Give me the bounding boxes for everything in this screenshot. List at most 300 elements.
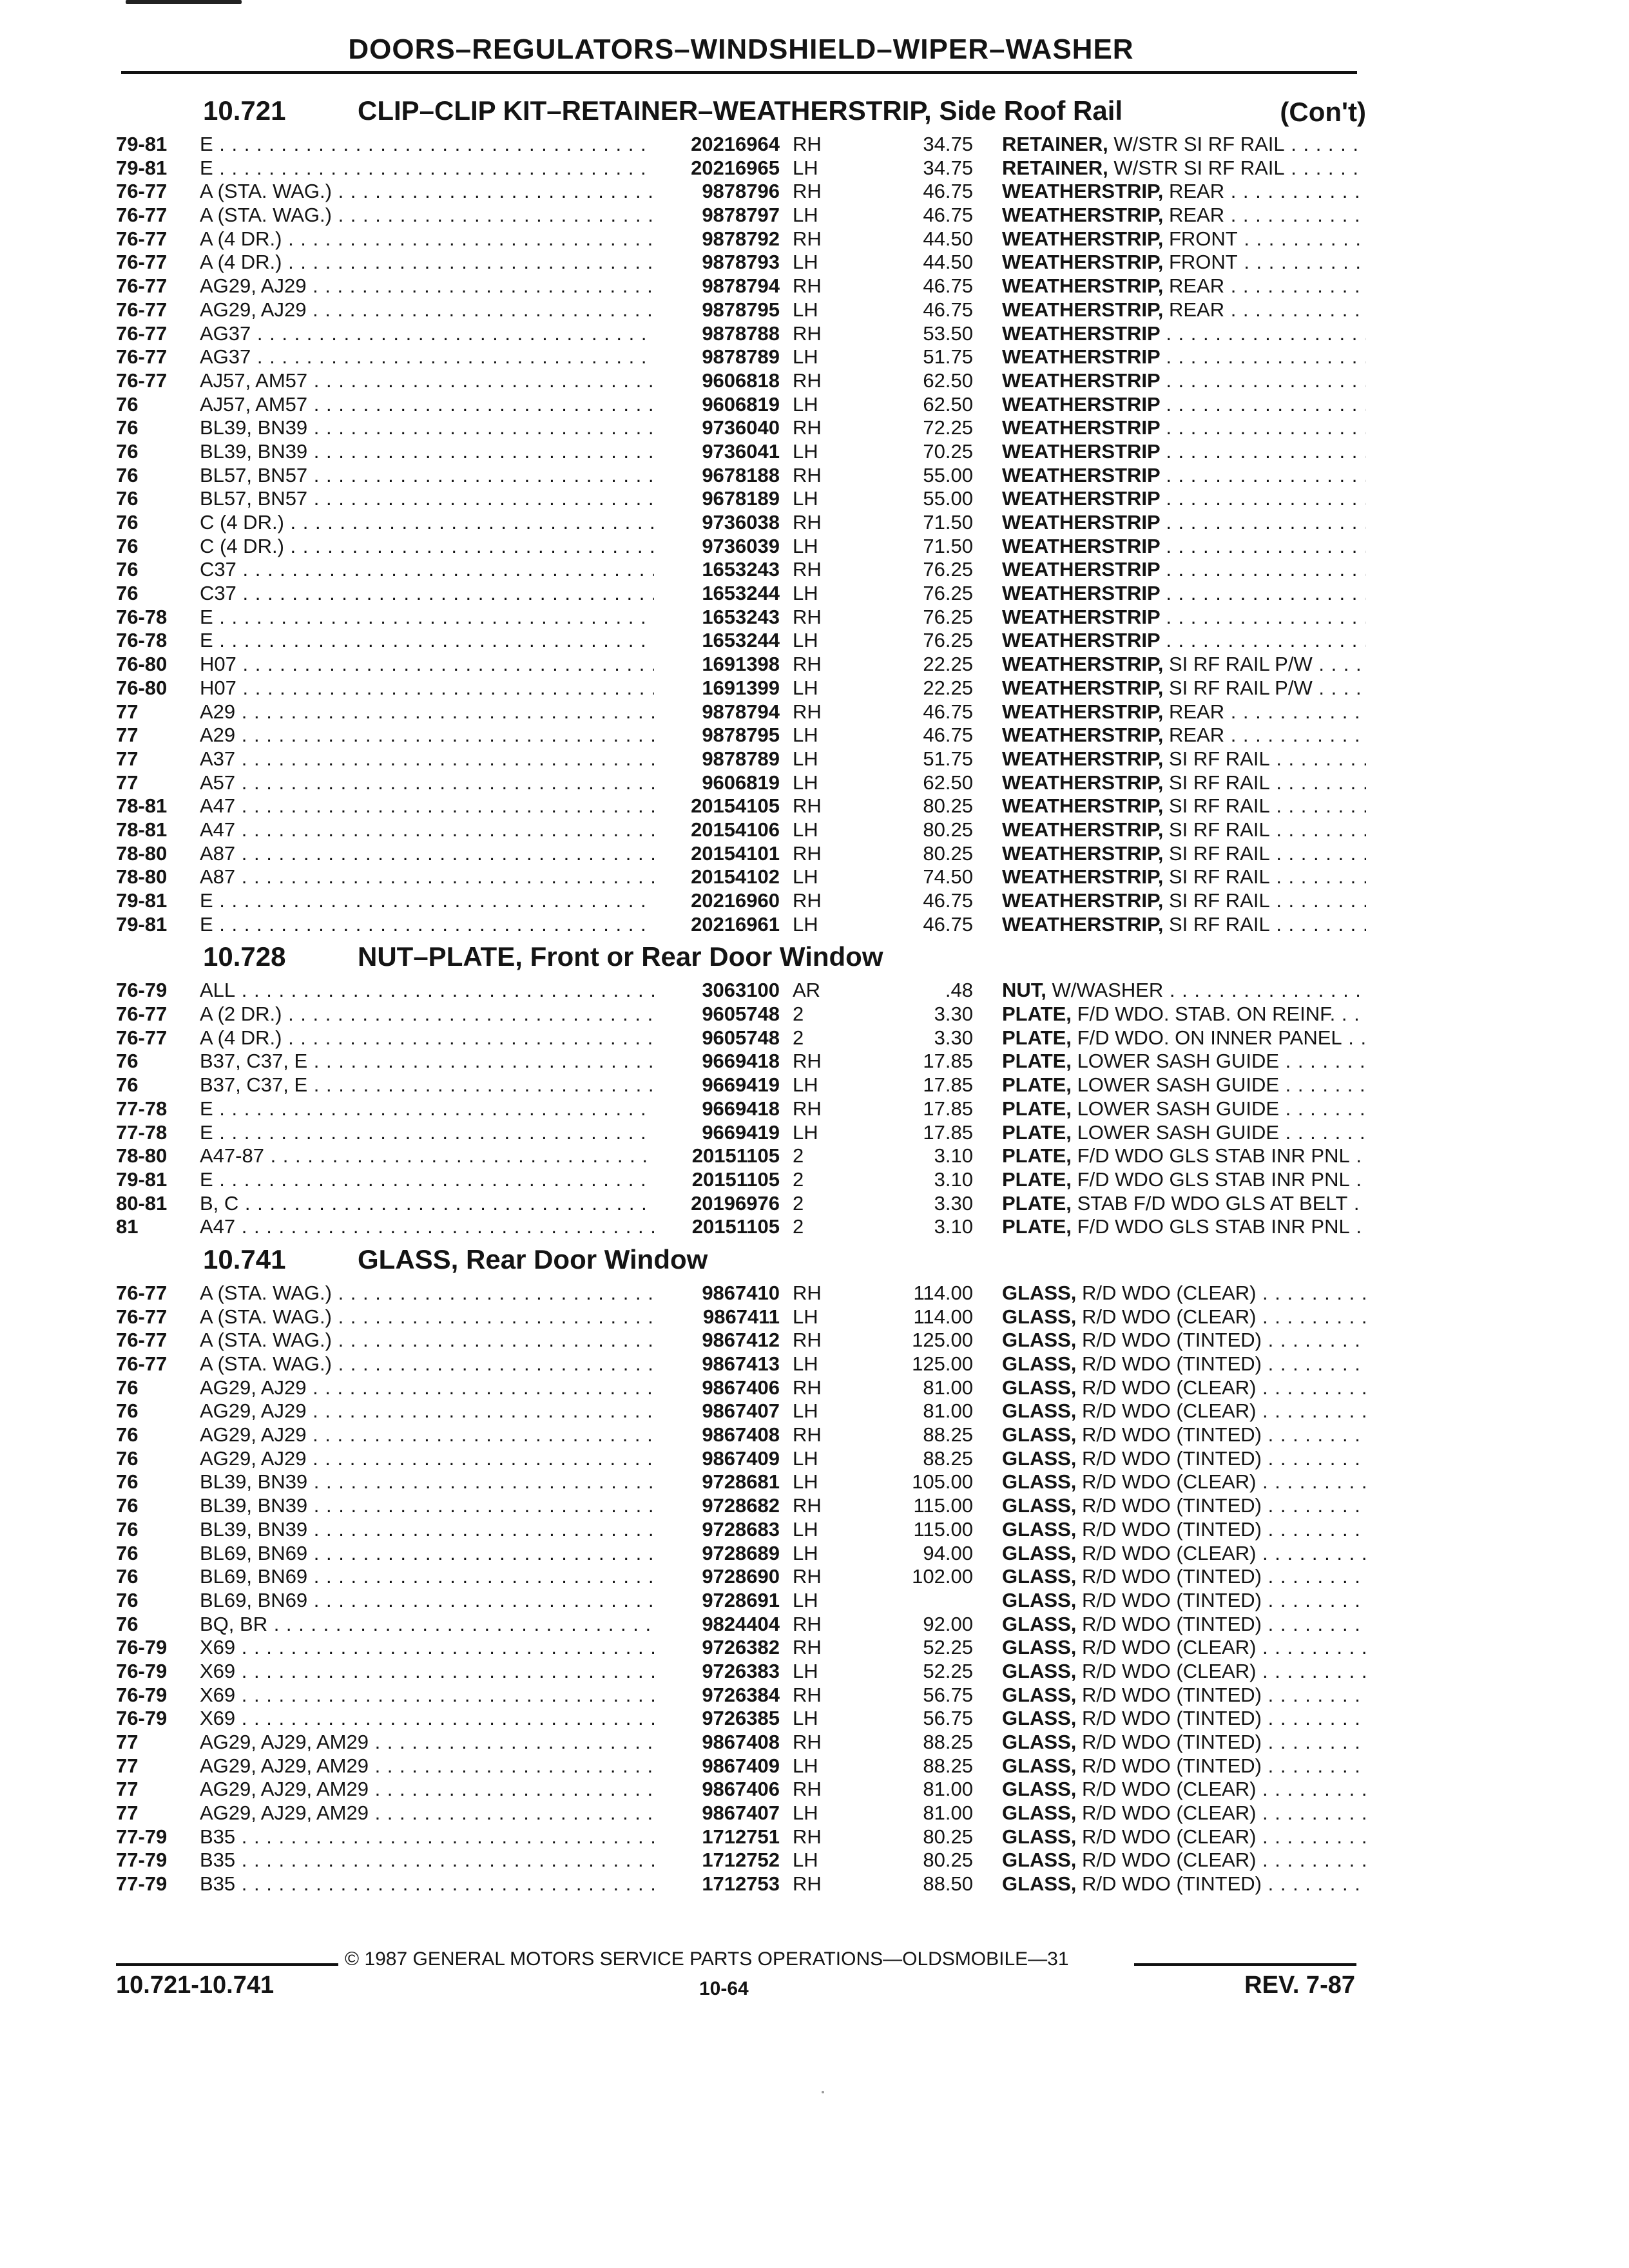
part-number: 9824404 [702,1612,780,1635]
description-keyword: WEATHERSTRIP [1002,582,1161,605]
part-description [1002,133,1366,156]
description-keyword: PLATE, [1002,1073,1072,1097]
list-price: 62.50 [923,771,973,794]
list-price: 88.25 [923,1731,973,1753]
description-detail: R/D WDO (CLEAR) [1082,1636,1257,1659]
list-price: 17.85 [923,1120,973,1144]
year-range: 76 [116,1446,139,1470]
list-price: 88.25 [923,1423,973,1446]
model-code: BL69, BN69 . . . [200,1565,654,1588]
model-code: BL39, BN39 . . . [200,1494,654,1517]
part-description [1002,511,1366,534]
description-keyword: WEATHERSTRIP [1002,487,1161,510]
description-detail: R/D WDO (TINTED) [1082,1517,1262,1541]
model-code: AG29, AJ29 . . . [200,274,654,298]
model-code: A (STA. WAG.) . . . [200,1305,654,1329]
side-qty: LH [793,1541,818,1564]
parts-listing [116,89,1366,1895]
part-description [1002,1849,1366,1872]
year-range: 76-79 [116,1636,168,1659]
part-number: 9867409 [702,1754,780,1777]
table-row [116,1351,1366,1375]
side-qty: LH [793,392,818,416]
part-description [1002,1636,1366,1659]
table-row [116,604,1366,628]
table-row [116,977,1366,1001]
table-row [116,1541,1366,1564]
description-keyword: GLASS, [1002,1446,1077,1470]
model-code: A47 . . . [200,794,654,818]
side-qty: RH [793,1050,822,1073]
description-detail: R/D WDO (CLEAR) [1082,1825,1257,1848]
list-price: 46.75 [923,700,973,723]
side-qty: LH [793,629,818,652]
year-range: 76-77 [116,204,168,227]
side-qty: RH [793,227,822,250]
model-code: BL69, BN69 . . . [200,1589,654,1612]
table-row [116,1682,1366,1706]
model-code: E . . . [200,913,654,936]
description-detail: R/D WDO (TINTED) [1082,1612,1262,1635]
description-detail: REAR [1168,724,1225,747]
part-number: 9867406 [702,1778,780,1801]
model-code: A47-87 . . . [200,1144,654,1168]
model-code: AG37 . . . [200,345,654,369]
side-qty: 2 [793,1215,804,1238]
part-number: 9669419 [702,1073,780,1097]
description-keyword: GLASS, [1002,1849,1077,1872]
part-number: 9867408 [702,1423,780,1446]
table-row [116,581,1366,604]
table-row [116,1729,1366,1753]
description-keyword: WEATHERSTRIP [1002,392,1161,416]
model-code: AG29, AJ29, AM29 . . . [200,1754,654,1778]
model-code: A47 . . . [200,818,654,841]
part-number: 9867413 [702,1352,780,1375]
list-price: 88.25 [923,1446,973,1470]
list-price: 80.25 [923,841,973,865]
year-range: 76-78 [116,629,168,652]
description-keyword: GLASS, [1002,1565,1077,1588]
description-keyword: PLATE, [1002,1215,1072,1238]
list-price: 81.00 [923,1376,973,1399]
table-row [116,746,1366,770]
list-price: 71.50 [923,511,973,533]
part-number: 9736039 [702,534,780,557]
model-code: E . . . [200,157,654,180]
year-range: 77-79 [116,1872,168,1896]
part-number: 1691398 [702,653,780,676]
model-code: A57 . . . [200,771,654,794]
list-price: 34.75 [923,133,973,155]
side-qty: LH [793,818,818,841]
section-number: 10.741 [203,1244,286,1274]
description-detail: SI RF RAIL P/W [1168,676,1313,699]
table-row [116,1304,1366,1328]
description-keyword: PLATE, [1002,1003,1072,1026]
year-range: 78-80 [116,1144,168,1168]
year-range: 77-78 [116,1120,168,1144]
model-code: A (4 DR.) . . . [200,227,654,251]
description-keyword: GLASS, [1002,1423,1077,1446]
year-range: 76 [116,1470,139,1494]
year-range: 76-77 [116,227,168,250]
description-keyword: WEATHERSTRIP [1002,605,1161,628]
description-keyword: GLASS, [1002,1399,1077,1423]
side-qty: RH [793,1872,822,1896]
part-number: 9726385 [702,1707,780,1730]
model-code: B35 . . . [200,1872,654,1896]
part-description [1002,913,1366,936]
table-row [116,1143,1366,1167]
part-description [1002,1565,1366,1588]
model-code: B35 . . . [200,1849,654,1872]
year-range: 78-81 [116,794,168,818]
list-price: 125.00 [912,1329,973,1352]
side-qty: RH [793,1731,822,1753]
side-qty: LH [793,204,818,227]
part-number: 1653244 [702,629,780,652]
part-number: 9878792 [702,227,780,250]
description-keyword: WEATHERSTRIP, [1002,274,1164,298]
list-price: 88.50 [923,1872,973,1896]
year-range: 77 [116,1802,139,1825]
description-keyword: GLASS, [1002,1541,1077,1564]
side-qty: RH [793,841,822,865]
scan-mark [126,0,242,4]
list-price: 81.00 [923,1399,973,1423]
list-price: 53.50 [923,322,973,345]
part-number: 9728690 [702,1565,780,1588]
side-qty: LH [793,345,818,369]
description-keyword: GLASS, [1002,1305,1077,1328]
side-qty: LH [793,156,818,179]
model-code: B, C . . . [200,1192,654,1215]
model-code: AJ57, AM57 . . . [200,393,654,416]
table-row [116,1167,1366,1191]
description-detail: REAR [1168,204,1225,227]
description-keyword: WEATHERSTRIP, [1002,747,1164,770]
table-row [116,321,1366,345]
side-qty: LH [793,1707,818,1730]
year-range: 76 [116,1612,139,1635]
part-description [1002,747,1366,771]
part-number: 9878795 [702,724,780,747]
table-row [116,463,1366,486]
model-code: C (4 DR.) . . . [200,511,654,534]
part-number: 20216965 [691,156,780,179]
model-code: X69 . . . [200,1707,654,1730]
part-description [1002,629,1366,652]
model-code: A29 . . . [200,700,654,724]
description-detail: R/D WDO (TINTED) [1082,1329,1262,1352]
table-row [116,178,1366,202]
description-keyword: GLASS, [1002,1825,1077,1848]
year-range: 77 [116,700,139,723]
description-detail: R/D WDO (TINTED) [1082,1588,1262,1611]
model-code: A (STA. WAG.) . . . [200,180,654,203]
year-range: 79-81 [116,1168,168,1191]
part-description [1002,1352,1366,1376]
model-code: AG37 . . . [200,322,654,345]
table-row [116,1191,1366,1215]
description-keyword: PLATE, [1002,1026,1072,1049]
year-range: 79-81 [116,912,168,936]
table-row [116,297,1366,321]
part-description [1002,1542,1366,1565]
year-range: 76-77 [116,180,168,203]
model-code: H07 . . . [200,653,654,676]
model-code: E . . . [200,889,654,912]
side-qty: RH [793,1778,822,1801]
table-row [116,1469,1366,1493]
year-range: 78-81 [116,818,168,841]
year-range: 76-79 [116,1683,168,1706]
part-number: 20154101 [691,841,780,865]
table-row [116,675,1366,699]
side-qty: LH [793,676,818,699]
side-qty: RH [793,1423,822,1446]
list-price: 51.75 [923,747,973,770]
table-row [116,344,1366,368]
side-qty: RH [793,1683,822,1706]
description-keyword: RETAINER, [1002,156,1108,179]
part-number: 3063100 [702,979,780,1002]
description-keyword: GLASS, [1002,1470,1077,1494]
part-number: 20151105 [691,1144,780,1168]
year-range: 76 [116,511,139,533]
side-qty: LH [793,1802,818,1825]
year-range: 80-81 [116,1191,168,1215]
side-qty: LH [793,1120,818,1144]
list-price: 94.00 [923,1541,973,1564]
table-row [116,486,1366,510]
part-description [1002,1613,1366,1636]
description-keyword: GLASS, [1002,1612,1077,1635]
part-description [1002,1707,1366,1730]
year-range: 77 [116,771,139,794]
side-qty: LH [793,582,818,605]
table-row [116,439,1366,463]
table-row [116,131,1366,155]
year-range: 76 [116,1517,139,1541]
model-code: A47 . . . [200,1215,654,1238]
model-code: A87 . . . [200,842,654,865]
table-row [116,415,1366,439]
part-description [1002,416,1366,439]
description-detail: R/D WDO (CLEAR) [1082,1849,1257,1872]
side-qty: LH [793,912,818,936]
description-detail: LOWER SASH GUIDE [1077,1073,1280,1097]
section-number: 10.728 [203,941,286,972]
side-qty: LH [793,1305,818,1328]
list-price: 46.75 [923,912,973,936]
list-price: 76.25 [923,629,973,652]
description-detail: F/D WDO GLS STAB INR PNL [1077,1168,1350,1191]
part-description [1002,180,1366,203]
year-range: 76-77 [116,1305,168,1328]
description-keyword: WEATHERSTRIP [1002,534,1161,557]
model-code: X69 . . . [200,1636,654,1659]
year-range: 76 [116,1376,139,1399]
side-qty: RH [793,1376,822,1399]
description-detail: R/D WDO (CLEAR) [1082,1802,1257,1825]
model-code: B37, C37, E . . . [200,1073,654,1097]
part-number: 9736041 [702,439,780,463]
part-description [1002,369,1366,392]
side-qty: RH [793,1565,822,1588]
side-qty: LH [793,1073,818,1097]
list-price: 62.50 [923,392,973,416]
part-number: 9867408 [702,1731,780,1753]
description-keyword: GLASS, [1002,1636,1077,1659]
description-keyword: PLATE, [1002,1050,1072,1073]
list-price: 46.75 [923,724,973,747]
side-qty: RH [793,180,822,203]
table-row [116,1327,1366,1351]
description-keyword: GLASS, [1002,1683,1077,1706]
page-number: 10-64 [699,1978,749,1999]
table-row [116,510,1366,533]
description-detail: W/STR SI RF RAIL [1113,156,1285,179]
part-number: 20154106 [691,818,780,841]
part-number: 9606819 [702,392,780,416]
description-keyword: WEATHERSTRIP, [1002,841,1164,865]
model-code: A (STA. WAG.) . . . [200,204,654,227]
table-row [116,1658,1366,1682]
description-detail: SI RF RAIL [1168,794,1270,818]
description-keyword: PLATE, [1002,1168,1072,1191]
side-qty: 2 [793,1144,804,1168]
list-price: 46.75 [923,274,973,298]
model-code: A87 . . . [200,865,654,889]
list-price: 74.50 [923,865,973,889]
part-number: 9867410 [702,1281,780,1304]
description-keyword: GLASS, [1002,1376,1077,1399]
description-detail: SI RF RAIL [1168,771,1270,794]
part-number: 9726383 [702,1659,780,1682]
copyright-line: © 1987 GENERAL MOTORS SERVICE PARTS OPERATIONS—OLDSMOBILE—31 [345,1948,1069,1970]
description-detail: R/D WDO (CLEAR) [1082,1659,1257,1682]
list-price: 115.00 [913,1494,973,1517]
part-number: 9878788 [702,322,780,345]
part-description [1002,1050,1366,1073]
part-number: 1653243 [702,605,780,628]
side-qty: RH [793,558,822,581]
footer-rule-left [116,1963,338,1966]
part-description [1002,535,1366,558]
table-row [116,888,1366,912]
model-code: B37, C37, E . . . [200,1050,654,1073]
side-qty: LH [793,1470,818,1494]
table-row [116,1280,1366,1304]
description-keyword: WEATHERSTRIP [1002,629,1161,652]
year-range: 76-77 [116,1026,168,1049]
year-range: 76 [116,1541,139,1564]
description-detail: W/STR SI RF RAIL [1113,133,1285,155]
model-code: E . . . [200,133,654,156]
description-keyword: GLASS, [1002,1281,1077,1304]
description-keyword: WEATHERSTRIP, [1002,818,1164,841]
table-row [116,699,1366,723]
description-keyword: RETAINER, [1002,133,1108,155]
part-number: 9878795 [702,298,780,321]
year-range: 77 [116,1754,139,1777]
side-qty: AR [793,979,821,1002]
list-price: 114.00 [913,1281,973,1304]
year-range: 76 [116,1588,139,1611]
side-qty: LH [793,251,818,274]
side-qty: RH [793,511,822,533]
part-number: 20196976 [691,1191,780,1215]
table-row [116,155,1366,179]
part-description [1002,818,1366,841]
part-number: 9867406 [702,1376,780,1399]
year-range: 81 [116,1215,139,1238]
description-detail: REAR [1168,274,1225,298]
table-row [116,628,1366,651]
description-detail: R/D WDO (TINTED) [1082,1754,1262,1777]
table-row [116,1611,1366,1635]
table-row [116,226,1366,250]
part-description [1002,345,1366,369]
part-description [1002,274,1366,298]
part-description [1002,1329,1366,1352]
side-qty: RH [793,133,822,155]
part-description [1002,842,1366,865]
year-range: 76-79 [116,1707,168,1730]
part-description [1002,1121,1366,1144]
part-number: 20154102 [691,865,780,889]
model-code: AG29, AJ29, AM29 . . . [200,1778,654,1801]
list-price: 3.30 [934,1191,973,1215]
description-keyword: GLASS, [1002,1517,1077,1541]
description-keyword: GLASS, [1002,1778,1077,1801]
part-description [1002,1754,1366,1778]
year-range: 76-79 [116,979,168,1002]
description-keyword: WEATHERSTRIP [1002,463,1161,486]
table-row [116,864,1366,888]
side-qty: RH [793,369,822,392]
year-range: 76 [116,1073,139,1097]
description-keyword: PLATE, [1002,1120,1072,1144]
part-number: 9605748 [702,1026,780,1049]
part-description [1002,1003,1366,1026]
description-detail: F/D WDO GLS STAB INR PNL [1077,1215,1350,1238]
part-number: 9726382 [702,1636,780,1659]
part-number: 9669418 [702,1050,780,1073]
scan-speck [822,2091,824,2093]
year-range: 78-80 [116,841,168,865]
year-range: 76 [116,1423,139,1446]
part-description [1002,251,1366,274]
description-detail: FRONT [1168,251,1238,274]
description-keyword: GLASS, [1002,1731,1077,1753]
part-number: 9678189 [702,487,780,510]
year-range: 76 [116,1050,139,1073]
list-price: 3.10 [934,1168,973,1191]
model-code: BL39, BN39 . . . [200,440,654,463]
list-price: 72.25 [923,416,973,439]
model-code: E . . . [200,1121,654,1144]
part-number: 9728689 [702,1541,780,1564]
description-keyword: WEATHERSTRIP, [1002,724,1164,747]
list-price: 22.25 [923,653,973,676]
part-description [1002,889,1366,912]
model-code: AG29, AJ29 . . . [200,298,654,322]
list-price: 81.00 [923,1802,973,1825]
table-row [116,1120,1366,1144]
